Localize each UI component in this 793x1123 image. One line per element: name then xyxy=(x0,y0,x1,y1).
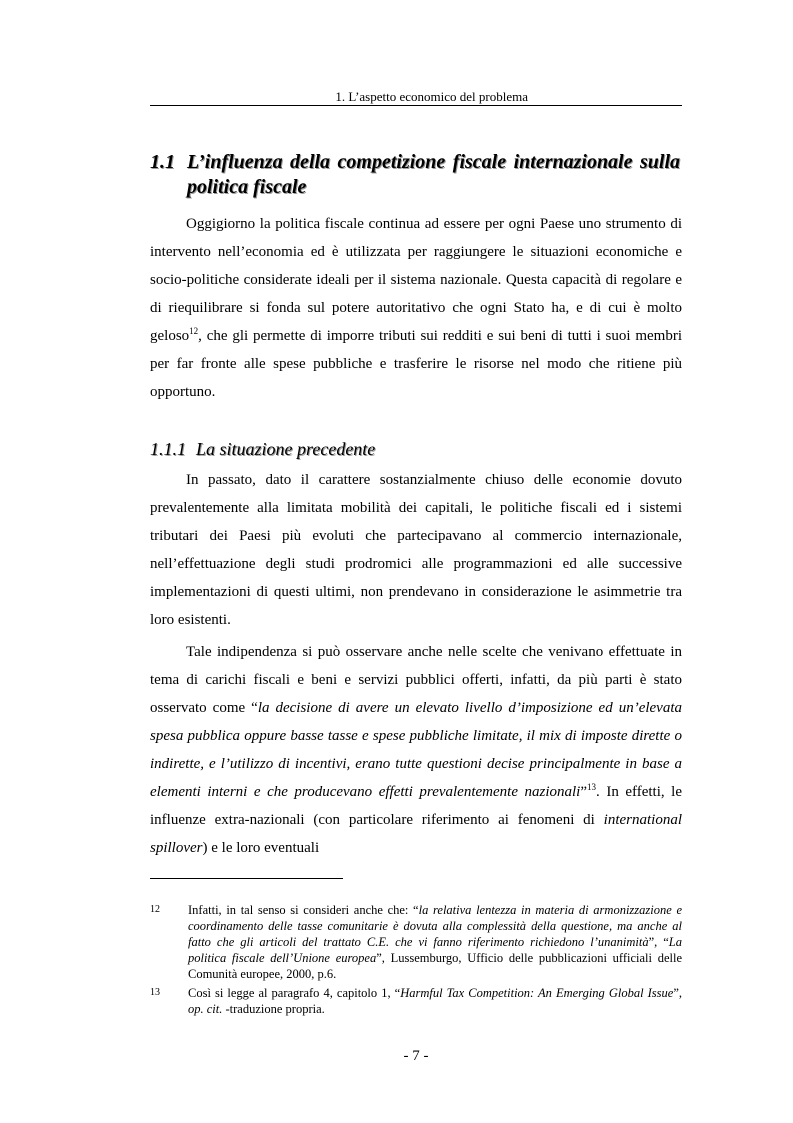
footnote-13-text-c: -traduzione propria. xyxy=(222,1002,325,1016)
paragraph-3-text-b: ” xyxy=(580,784,588,800)
footnote-13-text-b: ”, xyxy=(673,986,682,1000)
footnote-13-title: Harmful Tax Competition: An Emerging Global Issue xyxy=(400,986,674,1000)
footnote-ref-12[interactable]: 12 xyxy=(189,326,199,336)
paragraph-3 xyxy=(150,638,682,862)
footnote-12-text-c: ”, Lussemburgo, Ufficio delle pubblicazioni ufficiali delle Comunità europee, 2000, p.6. xyxy=(188,951,682,981)
footnote-13-cite: op. cit. xyxy=(188,1002,223,1016)
subsection-title: La situazione precedente xyxy=(196,439,376,459)
paragraph-1-text-b: , che gli permette di imporre tributi sui redditi e sui beni di tutti i suoi membri per far fronte alle spese pubbliche e trasferire le risorse nel modo che ritiene più opportuno. xyxy=(150,328,682,400)
paragraph-3-text-a: Tale indipendenza si può osservare anche nelle scelte che venivano effettuate in tema di carichi fiscali e beni e servizi pubblici offerti, infatti, da più parti è stato osservato come “ xyxy=(150,644,682,716)
footnote-text xyxy=(188,902,682,982)
footnote-number: 13 xyxy=(150,987,160,998)
section-number: 1.1 xyxy=(150,151,175,173)
paragraph-3-text-d: ) e le loro eventuali xyxy=(202,840,320,856)
footnote-13 xyxy=(150,985,682,1017)
footnote-12-text-a: Infatti, in tal senso si consideri anche che: “ xyxy=(188,903,419,917)
paragraph-2: In passato, dato il carattere sostanzialmente chiuso delle economie dovuto prevalentemente alla limitata mobilità dei capitali, le politiche fiscali ed i sistemi tributari dei Paesi più evoluti che partecipavano al commercio internazionale, nell’effettuazione degli studi prodromici alle programmazioni ed alle successive implementazioni di questi ultimi, non prendevano in considerazione le asimmetrie tra loro esistenti. xyxy=(150,472,682,628)
header-rule xyxy=(150,105,682,106)
footnote-12-text-b: ”, “ xyxy=(648,935,669,949)
footnote-text xyxy=(188,985,682,1017)
section-title-line1: L’influenza della competizione fiscale internazionale sulla xyxy=(187,151,680,173)
paragraph-3-quote: la decisione di avere un elevato livello d’imposizione ed un’elevata spesa pubblica oppure basse tasse e spese pubbliche limitate, il mix di imposte dirette o indirette, e l’utilizzo di incentivi, erano tutte questioni decise principalmente in base a elementi interni e che producevano effetti prevalentemente nazionali xyxy=(150,700,683,800)
footnote-12-title: La politica fiscale dell’Unione europea xyxy=(188,935,682,965)
footnote-separator xyxy=(150,878,343,879)
footnote-number: 12 xyxy=(150,904,160,915)
paragraph-1 xyxy=(150,210,682,406)
footnote-12 xyxy=(150,902,682,982)
footnote-13-text-a: Così si legge al paragrafo 4, capitolo 1, “ xyxy=(188,986,401,1000)
section-heading xyxy=(150,150,682,200)
section-title-line2: politica fiscale xyxy=(187,176,307,198)
paragraph-1-text-a: Oggigiorno la politica fiscale continua ad essere per ogni Paese uno strumento di intervento nell’economia ed è utilizzata per raggiungere le situazioni economiche e socio-politiche considerate ideali per il sistema nazionale. Questa capacità di regolare e di riequilibrare si fonda sul potere autoritativo che ogni Stato ha, e di cui è molto geloso xyxy=(150,216,682,344)
paragraph-3-term: international spillover xyxy=(150,812,682,856)
footnote-12-quote: la relativa lentezza in materia di armonizzazione e coordinamento delle tasse comunitarie è dovuta alla complessità della questione, ma anche al fatto che gli articoli del trattato C.E. che vi fanno riferimento richiedono l’unanimità xyxy=(188,903,682,949)
paragraph-3-text-c: . In effetti, le influenze extra-nazionali (con particolare riferimento ai fenomeni di xyxy=(150,784,683,828)
subsection-number: 1.1.1 xyxy=(150,439,186,459)
page-number: - 7 - xyxy=(403,1048,429,1064)
subsection-heading xyxy=(150,438,682,460)
footnote-ref-13[interactable]: 13 xyxy=(587,782,597,792)
running-head: 1. L’aspetto economico del problema xyxy=(335,89,528,104)
